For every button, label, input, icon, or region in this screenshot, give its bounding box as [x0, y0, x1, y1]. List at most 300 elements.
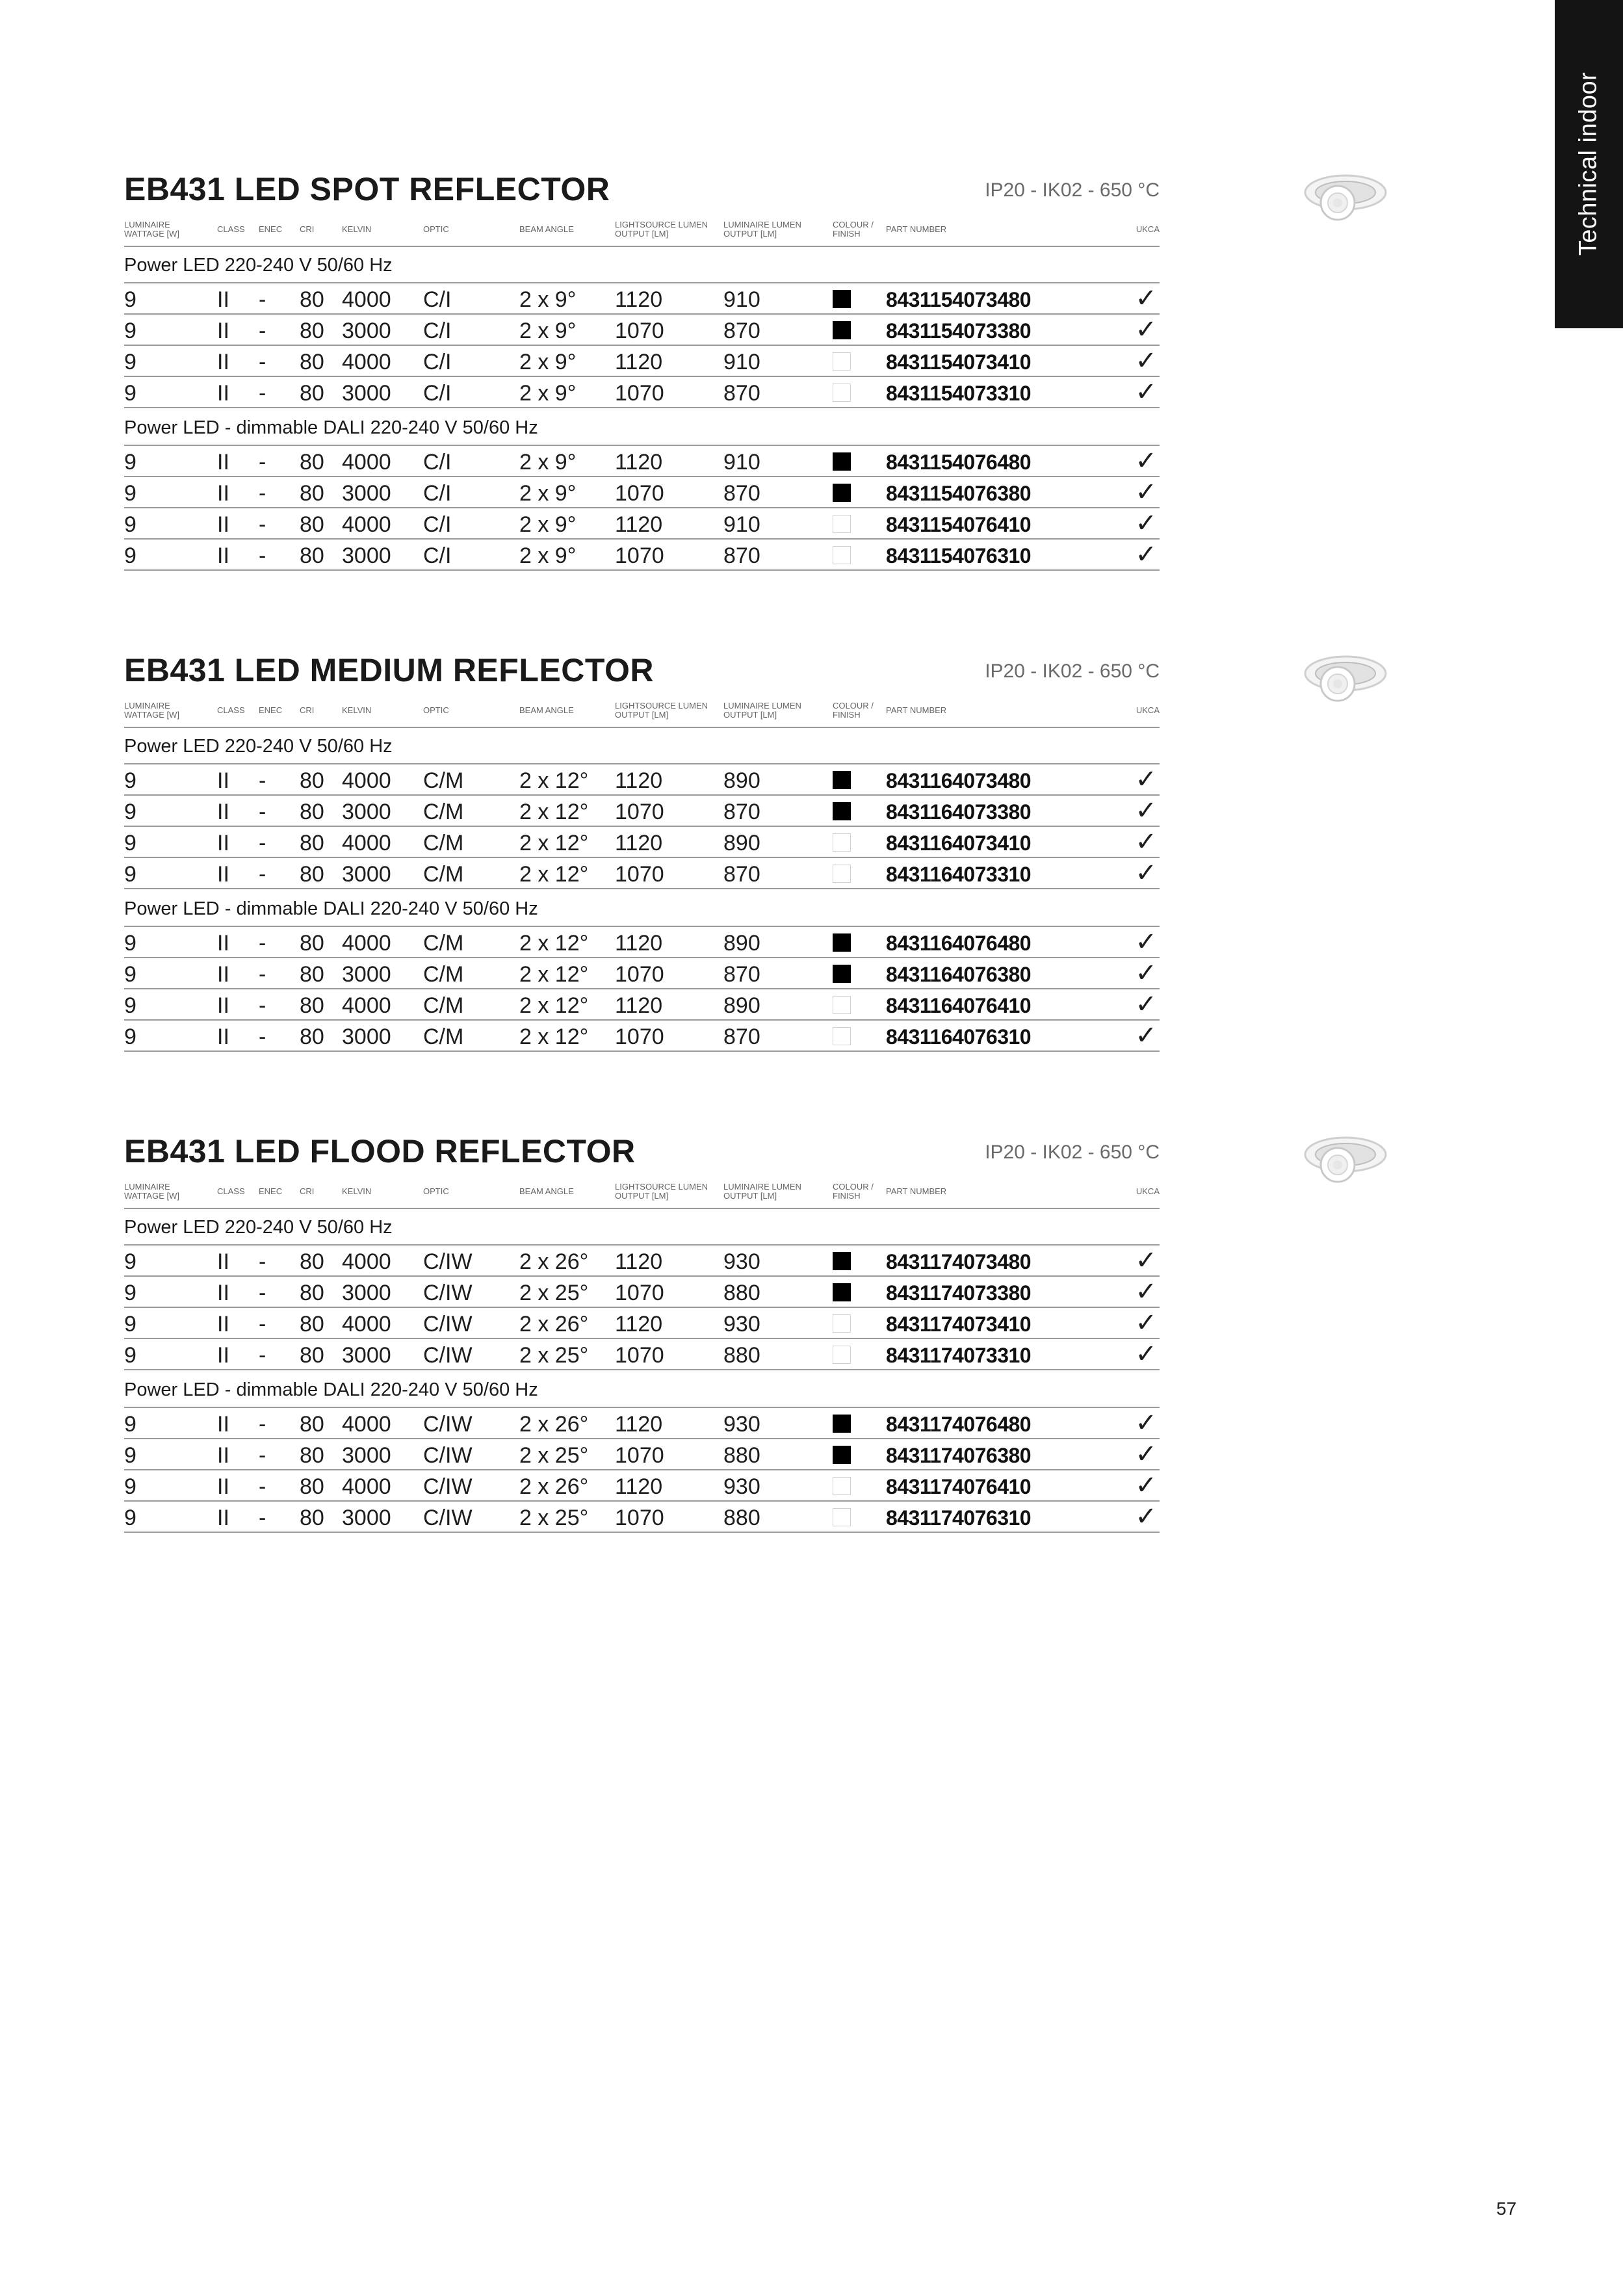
cell-beam: 2 x 12° — [519, 831, 589, 855]
cell-lum: 880 — [723, 1443, 760, 1468]
cell-cri: 80 — [300, 931, 324, 956]
power-group — [124, 727, 1160, 889]
part-number: 8431164076480 — [886, 932, 1032, 955]
part-number: 8431154076410 — [886, 513, 1032, 536]
cell-ls: 1070 — [615, 481, 664, 506]
cell-optic: C/M — [423, 931, 464, 956]
white-finish-swatch — [833, 384, 851, 402]
black-finish-swatch — [833, 321, 851, 339]
cell-optic: C/I — [423, 350, 452, 374]
cell-cls: II — [217, 350, 229, 374]
column-header-line: COLOUR / — [833, 1182, 874, 1192]
section-title: EB431 LED MEDIUM REFLECTOR — [124, 652, 654, 688]
column-header-line: OUTPUT [LM] — [615, 229, 669, 239]
power-group — [124, 1370, 1160, 1533]
column-header: CLASS — [217, 224, 245, 234]
cell-watt: 9 — [124, 1312, 136, 1337]
cell-optic: C/I — [423, 450, 452, 475]
table-row — [124, 927, 1160, 958]
cell-ls: 1070 — [615, 962, 664, 987]
cell-optic: C/M — [423, 962, 464, 987]
column-header — [615, 696, 708, 725]
column-header: KELVIN — [342, 224, 372, 234]
part-number: 8431174076410 — [886, 1475, 1032, 1498]
cell-watt: 9 — [124, 862, 136, 887]
cell-cls: II — [217, 381, 229, 406]
cell-beam: 2 x 25° — [519, 1443, 589, 1468]
cell-cls: II — [217, 1312, 229, 1337]
cell-optic: C/M — [423, 862, 464, 887]
cell-optic: C/M — [423, 800, 464, 824]
column-header: ENEC — [259, 705, 283, 715]
cell-beam: 2 x 26° — [519, 1312, 589, 1337]
cell-kelvin: 3000 — [342, 319, 391, 343]
column-header: KELVIN — [342, 705, 372, 715]
cell-optic: C/IW — [423, 1506, 473, 1530]
column-header — [615, 1177, 708, 1207]
cell-enec: - — [259, 450, 266, 475]
column-header: PART NUMBER — [886, 224, 947, 234]
cell-ls: 1070 — [615, 862, 664, 887]
power-group — [124, 1208, 1160, 1370]
cell-ls: 1120 — [615, 831, 663, 855]
cell-kelvin: 3000 — [342, 481, 391, 506]
cell-enec: - — [259, 350, 266, 374]
cell-cri: 80 — [300, 481, 324, 506]
cell-watt: 9 — [124, 1474, 136, 1499]
cell-beam: 2 x 25° — [519, 1343, 589, 1368]
column-header: PART NUMBER — [886, 1186, 947, 1196]
black-finish-swatch — [833, 965, 851, 983]
cell-cls: II — [217, 831, 229, 855]
column-header-line: LUMINAIRE LUMEN — [723, 220, 801, 229]
table-row — [124, 283, 1160, 315]
cell-enec: - — [259, 1024, 266, 1049]
cell-watt: 9 — [124, 931, 136, 956]
cell-enec: - — [259, 1281, 266, 1305]
column-header: UKCA — [1136, 224, 1160, 234]
group-title: Power LED - dimmable DALI 220-240 V 50/60 Hz — [124, 889, 1160, 927]
part-number: 8431154073380 — [886, 319, 1032, 343]
table-row — [124, 764, 1160, 796]
column-header — [723, 1177, 801, 1207]
ukca-check-icon: ✓ — [1135, 928, 1157, 956]
white-finish-swatch — [833, 1508, 851, 1526]
cell-cri: 80 — [300, 512, 324, 537]
black-finish-swatch — [833, 802, 851, 820]
part-number: 8431164076310 — [886, 1025, 1032, 1049]
cell-ls: 1120 — [615, 512, 663, 537]
cell-optic: C/IW — [423, 1343, 473, 1368]
table-row — [124, 477, 1160, 508]
column-header-line: LIGHTSOURCE LUMEN — [615, 701, 708, 711]
column-header — [723, 215, 801, 244]
cell-ls: 1070 — [615, 1443, 664, 1468]
column-header-line: WATTAGE [W] — [124, 710, 179, 720]
cell-lum: 870 — [723, 381, 760, 406]
cell-watt: 9 — [124, 831, 136, 855]
cell-kelvin: 4000 — [342, 450, 391, 475]
cell-enec: - — [259, 862, 266, 887]
cell-beam: 2 x 26° — [519, 1474, 589, 1499]
column-header: BEAM ANGLE — [519, 224, 574, 234]
column-header — [615, 215, 708, 244]
cell-cri: 80 — [300, 800, 324, 824]
luminaire-image — [1300, 645, 1391, 716]
table-row — [124, 1408, 1160, 1439]
cell-optic: C/M — [423, 768, 464, 793]
cell-kelvin: 3000 — [342, 800, 391, 824]
part-number: 8431164073480 — [886, 769, 1032, 792]
ukca-check-icon: ✓ — [1135, 447, 1157, 475]
part-number: 8431164073310 — [886, 863, 1032, 886]
white-finish-swatch — [833, 1027, 851, 1045]
cell-lum: 880 — [723, 1281, 760, 1305]
ukca-check-icon: ✓ — [1135, 509, 1157, 538]
cell-watt: 9 — [124, 768, 136, 793]
cell-enec: - — [259, 800, 266, 824]
cell-kelvin: 3000 — [342, 1024, 391, 1049]
cell-beam: 2 x 9° — [519, 512, 577, 537]
cell-enec: - — [259, 962, 266, 987]
column-header-line: WATTAGE [W] — [124, 1191, 179, 1201]
cell-watt: 9 — [124, 993, 136, 1018]
cell-cri: 80 — [300, 450, 324, 475]
cell-ls: 1120 — [615, 287, 663, 312]
cell-cls: II — [217, 800, 229, 824]
cell-cri: 80 — [300, 350, 324, 374]
part-number: 8431154076310 — [886, 544, 1032, 567]
cell-watt: 9 — [124, 481, 136, 506]
column-header: PART NUMBER — [886, 705, 947, 715]
cell-beam: 2 x 12° — [519, 862, 589, 887]
table-row — [124, 958, 1160, 989]
column-header: BEAM ANGLE — [519, 1186, 574, 1196]
cell-enec: - — [259, 381, 266, 406]
cell-ls: 1070 — [615, 1343, 664, 1368]
cell-cls: II — [217, 862, 229, 887]
cell-watt: 9 — [124, 319, 136, 343]
cell-watt: 9 — [124, 350, 136, 374]
white-finish-swatch — [833, 1477, 851, 1495]
cell-optic: C/I — [423, 287, 452, 312]
cell-enec: - — [259, 287, 266, 312]
cell-kelvin: 3000 — [342, 381, 391, 406]
cell-kelvin: 3000 — [342, 862, 391, 887]
ukca-check-icon: ✓ — [1135, 1502, 1157, 1531]
cell-lum: 880 — [723, 1343, 760, 1368]
cell-cri: 80 — [300, 1474, 324, 1499]
cell-ls: 1120 — [615, 931, 663, 956]
cell-lum: 870 — [723, 1024, 760, 1049]
cell-kelvin: 3000 — [342, 1343, 391, 1368]
part-number: 8431174073480 — [886, 1250, 1032, 1273]
cell-enec: - — [259, 831, 266, 855]
cell-cri: 80 — [300, 319, 324, 343]
cell-lum: 930 — [723, 1312, 760, 1337]
column-header-line: LUMINAIRE — [124, 1182, 170, 1192]
cell-enec: - — [259, 1412, 266, 1437]
group-title: Power LED - dimmable DALI 220-240 V 50/60 Hz — [124, 408, 1160, 446]
cell-cls: II — [217, 450, 229, 475]
column-header-line: FINISH — [833, 710, 861, 720]
cell-kelvin: 3000 — [342, 1281, 391, 1305]
cell-watt: 9 — [124, 287, 136, 312]
cell-watt: 9 — [124, 962, 136, 987]
cell-optic: C/IW — [423, 1474, 473, 1499]
table-row — [124, 796, 1160, 827]
table-row — [124, 1502, 1160, 1533]
cell-enec: - — [259, 319, 266, 343]
column-header-line: LIGHTSOURCE LUMEN — [615, 220, 708, 229]
column-header — [124, 1177, 179, 1207]
cell-lum: 870 — [723, 962, 760, 987]
ukca-check-icon: ✓ — [1135, 1246, 1157, 1275]
white-finish-swatch — [833, 1346, 851, 1364]
column-header-line: LUMINAIRE — [124, 701, 170, 711]
column-header: CLASS — [217, 1186, 245, 1196]
column-header — [833, 215, 874, 244]
column-header-line: LUMINAIRE LUMEN — [723, 701, 801, 711]
table-row — [124, 377, 1160, 408]
table-row — [124, 1308, 1160, 1339]
cell-lum: 890 — [723, 831, 760, 855]
cell-lum: 880 — [723, 1506, 760, 1530]
cell-cri: 80 — [300, 1281, 324, 1305]
column-header: CRI — [300, 1186, 315, 1196]
column-header-line: OUTPUT [LM] — [615, 710, 669, 720]
cell-optic: C/IW — [423, 1249, 473, 1274]
cell-watt: 9 — [124, 1249, 136, 1274]
cell-kelvin: 4000 — [342, 931, 391, 956]
table-row — [124, 1470, 1160, 1502]
cell-kelvin: 4000 — [342, 993, 391, 1018]
table-row — [124, 858, 1160, 889]
white-finish-swatch — [833, 546, 851, 564]
white-finish-swatch — [833, 865, 851, 883]
cell-kelvin: 4000 — [342, 287, 391, 312]
cell-cri: 80 — [300, 1412, 324, 1437]
cell-cri: 80 — [300, 962, 324, 987]
cell-lum: 930 — [723, 1412, 760, 1437]
group-title: Power LED 220-240 V 50/60 Hz — [124, 1208, 1160, 1246]
column-header-line: LIGHTSOURCE LUMEN — [615, 1182, 708, 1192]
cell-watt: 9 — [124, 512, 136, 537]
part-number: 8431154076480 — [886, 450, 1032, 474]
cell-lum: 870 — [723, 862, 760, 887]
ukca-check-icon: ✓ — [1135, 378, 1157, 406]
column-header-line: FINISH — [833, 1191, 861, 1201]
cell-cri: 80 — [300, 1343, 324, 1368]
cell-cls: II — [217, 931, 229, 956]
ukca-check-icon: ✓ — [1135, 1277, 1157, 1306]
part-number: 8431154073310 — [886, 382, 1032, 405]
cell-kelvin: 4000 — [342, 1249, 391, 1274]
cell-cls: II — [217, 481, 229, 506]
cell-watt: 9 — [124, 1443, 136, 1468]
cell-lum: 870 — [723, 481, 760, 506]
column-header: UKCA — [1136, 705, 1160, 715]
table-row — [124, 346, 1160, 377]
ukca-check-icon: ✓ — [1135, 284, 1157, 313]
cell-watt: 9 — [124, 1506, 136, 1530]
column-header — [723, 696, 801, 725]
black-finish-swatch — [833, 1252, 851, 1270]
cell-ls: 1120 — [615, 350, 663, 374]
cell-beam: 2 x 25° — [519, 1281, 589, 1305]
part-number: 8431164073380 — [886, 800, 1032, 824]
table-row — [124, 446, 1160, 477]
cell-optic: C/IW — [423, 1312, 473, 1337]
section-tab — [1555, 0, 1623, 328]
cell-enec: - — [259, 1506, 266, 1530]
part-number: 8431174076310 — [886, 1506, 1032, 1530]
cell-watt: 9 — [124, 1281, 136, 1305]
cell-cls: II — [217, 1506, 229, 1530]
column-header-line: COLOUR / — [833, 701, 874, 711]
cell-kelvin: 4000 — [342, 1312, 391, 1337]
cell-kelvin: 4000 — [342, 768, 391, 793]
cell-watt: 9 — [124, 450, 136, 475]
column-header — [124, 696, 179, 725]
cell-kelvin: 4000 — [342, 350, 391, 374]
column-header-line: WATTAGE [W] — [124, 229, 179, 239]
cell-lum: 910 — [723, 287, 760, 312]
cell-kelvin: 4000 — [342, 831, 391, 855]
cell-ls: 1070 — [615, 381, 664, 406]
cell-ls: 1120 — [615, 1249, 663, 1274]
cell-lum: 930 — [723, 1474, 760, 1499]
cell-ls: 1120 — [615, 768, 663, 793]
power-group — [124, 408, 1160, 571]
cell-cri: 80 — [300, 1312, 324, 1337]
column-header: OPTIC — [423, 224, 449, 234]
cell-cls: II — [217, 1412, 229, 1437]
cell-watt: 9 — [124, 1412, 136, 1437]
ukca-check-icon: ✓ — [1135, 796, 1157, 825]
cell-watt: 9 — [124, 1343, 136, 1368]
protection-rating: IP20 - IK02 - 650 °C — [985, 660, 1160, 682]
cell-optic: C/I — [423, 543, 452, 568]
black-finish-swatch — [833, 771, 851, 789]
column-header: OPTIC — [423, 705, 449, 715]
ukca-check-icon: ✓ — [1135, 959, 1157, 987]
ukca-check-icon: ✓ — [1135, 1440, 1157, 1468]
part-number: 8431154076380 — [886, 482, 1032, 505]
cell-lum: 890 — [723, 993, 760, 1018]
cell-lum: 870 — [723, 543, 760, 568]
cell-beam: 2 x 12° — [519, 993, 589, 1018]
cell-enec: - — [259, 1443, 266, 1468]
cell-ls: 1120 — [615, 1474, 663, 1499]
page-number: 57 — [1496, 2198, 1517, 2219]
table-row — [124, 540, 1160, 571]
cell-cri: 80 — [300, 287, 324, 312]
cell-beam: 2 x 9° — [519, 543, 577, 568]
cell-beam: 2 x 9° — [519, 350, 577, 374]
cell-cls: II — [217, 993, 229, 1018]
table-header — [124, 696, 1160, 728]
protection-rating: IP20 - IK02 - 650 °C — [985, 1141, 1160, 1163]
cell-optic: C/M — [423, 831, 464, 855]
cell-beam: 2 x 12° — [519, 768, 589, 793]
black-finish-swatch — [833, 1415, 851, 1433]
table-row — [124, 827, 1160, 858]
cell-enec: - — [259, 1343, 266, 1368]
white-finish-swatch — [833, 515, 851, 533]
cell-kelvin: 3000 — [342, 962, 391, 987]
column-header: ENEC — [259, 1186, 283, 1196]
cell-cri: 80 — [300, 831, 324, 855]
part-number: 8431174073310 — [886, 1344, 1032, 1367]
cell-enec: - — [259, 1249, 266, 1274]
cell-enec: - — [259, 543, 266, 568]
cell-beam: 2 x 12° — [519, 800, 589, 824]
cell-kelvin: 3000 — [342, 1506, 391, 1530]
section-title: EB431 LED SPOT REFLECTOR — [124, 171, 610, 207]
column-header-line: OUTPUT [LM] — [723, 1191, 777, 1201]
cell-enec: - — [259, 768, 266, 793]
cell-lum: 890 — [723, 768, 760, 793]
cell-ls: 1070 — [615, 1024, 664, 1049]
part-number: 8431174073410 — [886, 1312, 1032, 1336]
black-finish-swatch — [833, 1446, 851, 1464]
ukca-check-icon: ✓ — [1135, 315, 1157, 344]
cell-beam: 2 x 12° — [519, 1024, 589, 1049]
table-header — [124, 1177, 1160, 1209]
ukca-check-icon: ✓ — [1135, 828, 1157, 856]
cell-watt: 9 — [124, 800, 136, 824]
cell-cri: 80 — [300, 1506, 324, 1530]
cell-beam: 2 x 9° — [519, 381, 577, 406]
cell-beam: 2 x 12° — [519, 962, 589, 987]
cell-cls: II — [217, 1024, 229, 1049]
cell-watt: 9 — [124, 543, 136, 568]
cell-cri: 80 — [300, 381, 324, 406]
white-finish-swatch — [833, 996, 851, 1014]
power-group — [124, 246, 1160, 408]
cell-optic: C/IW — [423, 1443, 473, 1468]
part-number: 8431164073410 — [886, 831, 1032, 855]
cell-optic: C/I — [423, 319, 452, 343]
column-header-line: COLOUR / — [833, 220, 874, 229]
column-header-line: OUTPUT [LM] — [723, 710, 777, 720]
column-header — [833, 696, 874, 725]
cell-lum: 890 — [723, 931, 760, 956]
cell-watt: 9 — [124, 1024, 136, 1049]
group-title: Power LED 220-240 V 50/60 Hz — [124, 727, 1160, 764]
cell-beam: 2 x 26° — [519, 1412, 589, 1437]
white-finish-swatch — [833, 352, 851, 371]
cell-enec: - — [259, 481, 266, 506]
table-row — [124, 989, 1160, 1021]
cell-kelvin: 3000 — [342, 543, 391, 568]
cell-cls: II — [217, 512, 229, 537]
table-row — [124, 1339, 1160, 1370]
cell-cls: II — [217, 319, 229, 343]
power-group — [124, 889, 1160, 1052]
ukca-check-icon: ✓ — [1135, 1409, 1157, 1437]
table-header — [124, 215, 1160, 247]
table-row — [124, 1277, 1160, 1308]
table-row — [124, 1246, 1160, 1277]
ukca-check-icon: ✓ — [1135, 990, 1157, 1019]
cell-cri: 80 — [300, 993, 324, 1018]
ukca-check-icon: ✓ — [1135, 765, 1157, 794]
cell-kelvin: 4000 — [342, 512, 391, 537]
cell-ls: 1120 — [615, 1312, 663, 1337]
column-header: BEAM ANGLE — [519, 705, 574, 715]
